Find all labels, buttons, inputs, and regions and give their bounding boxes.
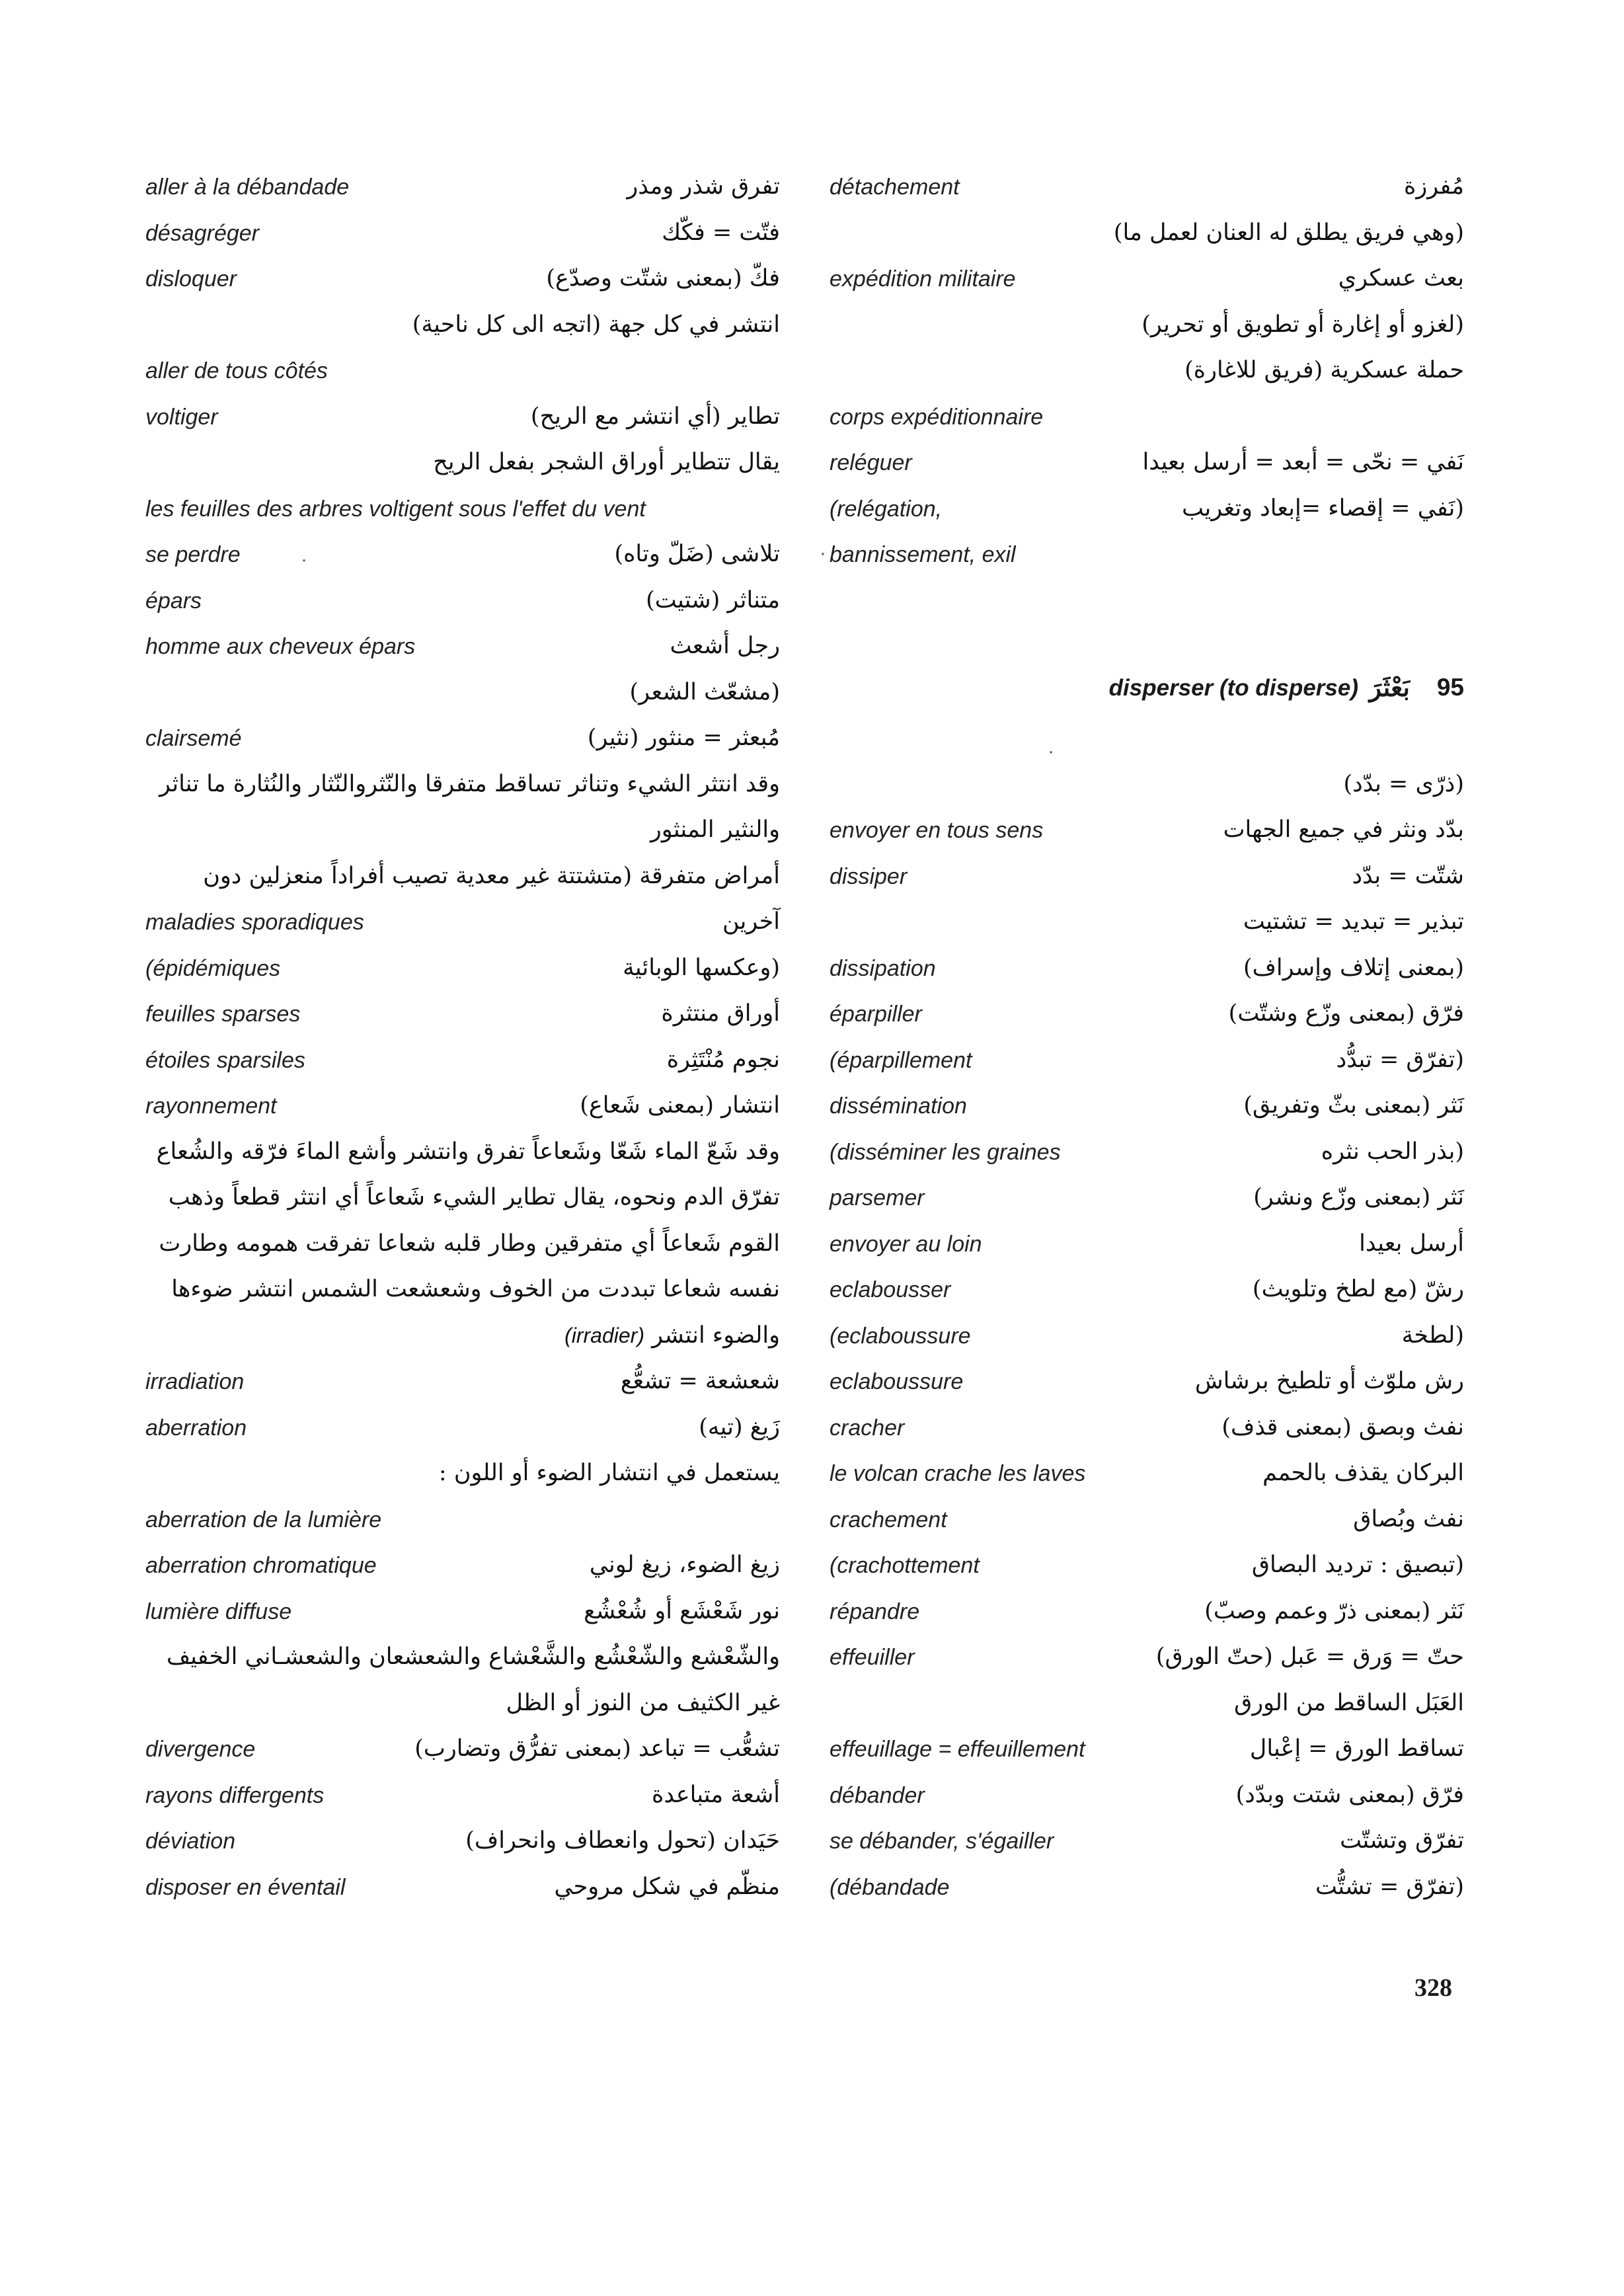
- french-term: maladies sporadiques: [145, 910, 364, 935]
- entry-row: [145, 1177, 780, 1224]
- entry-row: [830, 902, 1464, 948]
- arabic-definition: مُفرزة: [1403, 173, 1464, 200]
- french-term: homme aux cheveux épars: [145, 634, 416, 659]
- arabic-definition: والنثير المنثور: [650, 816, 780, 843]
- entry-row: [830, 350, 1464, 397]
- entry-row: [145, 1545, 780, 1591]
- french-term: se débander, s'égailler: [830, 1829, 1054, 1854]
- entry-row: [830, 1729, 1464, 1775]
- arabic-definition: تفرّق الدم ونحوه، يقال تطاير الشيء شَعاعاً أي انتثر قطعاً وذهب: [168, 1184, 780, 1210]
- entry-row: [830, 626, 1464, 672]
- french-term: (disséminer les graines: [830, 1139, 1061, 1165]
- arabic-definition: (بذر الحب نثره: [1321, 1138, 1464, 1165]
- entry-row: [830, 810, 1464, 856]
- french-term: les feuilles des arbres voltigent sous l'effet du vent: [145, 496, 646, 522]
- arabic-definition: مُبعثر = منثور (نثير): [587, 725, 780, 751]
- entry-row: [830, 1499, 1464, 1546]
- french-term: désagréger: [145, 220, 260, 246]
- arabic-definition: تفرق شذر ومذر: [627, 173, 780, 200]
- arabic-definition: (تفرّق = تشتُّت: [1315, 1873, 1464, 1900]
- french-term: aberration chromatique: [145, 1553, 377, 1578]
- entry-row: [830, 397, 1464, 443]
- arabic-definition: غير الكثيف من النوز أو الظل: [506, 1689, 780, 1716]
- arabic-definition: أشعة متباعدة: [652, 1781, 780, 1808]
- french-term: feuilles sparses: [145, 1002, 301, 1027]
- french-term: (relégation,: [830, 496, 943, 522]
- arabic-definition: بعث عسكري: [1338, 265, 1464, 292]
- entry-row: [830, 1132, 1464, 1178]
- arabic-definition: منظّم في شكل مروحي: [554, 1873, 780, 1900]
- section-french-headword: disperser (to disperse): [1108, 674, 1358, 701]
- french-term: divergence: [145, 1737, 256, 1762]
- arabic-definition: تبذير = تبديد = تشتيت: [1243, 908, 1464, 935]
- entry-row: [830, 1269, 1464, 1316]
- section-arabic-headword: بَعْثَرَ: [1369, 672, 1410, 702]
- arabic-definition: نَثر (بمعنى وزّع ونشر): [1253, 1184, 1464, 1210]
- arabic-definition: فتّت = فكّك: [662, 219, 780, 246]
- arabic-definition: شعشعة = تشعُّع: [620, 1368, 780, 1394]
- french-term: clairsemé: [145, 726, 242, 751]
- entry-row: [145, 672, 780, 719]
- french-term: rayons differgents: [145, 1782, 325, 1808]
- entry-row: [145, 350, 780, 397]
- french-term: aberration: [145, 1415, 247, 1441]
- french-term: rayonnement: [145, 1093, 277, 1119]
- arabic-definition: تشعُّب = تباعد (بمعنى تفرُّق وتضارب): [414, 1735, 780, 1762]
- arabic-definition: تطاير (أي انتشر مع الريح): [530, 403, 780, 430]
- entry-row: [830, 718, 1464, 764]
- entry-row: [145, 1453, 780, 1499]
- arabic-definition: نَفي = نحّى = أبعد = أرسل بعيدا: [1142, 449, 1464, 475]
- inline-french-term: (irradier): [564, 1323, 644, 1347]
- arabic-definition: آخرين: [722, 908, 780, 935]
- right-column: [830, 167, 1464, 1913]
- entry-row: [145, 534, 780, 580]
- entry-row: [145, 1775, 780, 1821]
- entry-row: [145, 213, 780, 259]
- french-term: (eclaboussure: [830, 1323, 971, 1349]
- entry-row: [145, 1086, 780, 1132]
- entry-row: [145, 305, 780, 351]
- arabic-definition: نجوم مُنْتَثِرة: [666, 1046, 780, 1073]
- arabic-definition: القوم شَعاعاً أي متفرقين وطار قلبه شعاعا تفرقت همومه وطارت: [159, 1230, 780, 1257]
- arabic-definition: نور شَعْشَع أو شُعْشُع: [584, 1597, 780, 1624]
- arabic-definition: يستعمل في انتشار الضوء أو اللون :: [438, 1460, 780, 1486]
- french-term: (épidémiques: [145, 955, 281, 981]
- arabic-definition: يقال تتطاير أوراق الشجر بفعل الريح: [433, 449, 780, 475]
- arabic-definition: فرّق (بمعنى شتت وبدّد): [1235, 1781, 1464, 1808]
- arabic-definition: زَيغ (تيه): [699, 1413, 780, 1441]
- french-term: envoyer au loin: [830, 1231, 982, 1257]
- french-term: effeuillage = effeuillement: [830, 1737, 1085, 1762]
- entry-row: [830, 1224, 1464, 1270]
- arabic-definition: أمراض متفرقة (متشتتة غير معدية تصيب أفراداً منعزلين دون: [203, 862, 780, 889]
- french-term: disposer en éventail: [145, 1874, 346, 1900]
- entry-row: [830, 1545, 1464, 1591]
- arabic-definition: متناثر (شتيت): [646, 586, 780, 614]
- entry-row: [830, 258, 1464, 305]
- arabic-definition: البركان يقذف بالحمم: [1262, 1460, 1464, 1486]
- section-heading: [830, 672, 1464, 719]
- arabic-definition: حملة عسكرية (فريق للاغارة): [1184, 357, 1464, 383]
- arabic-definition: (تبصيق : ترديد البصاق: [1251, 1552, 1464, 1578]
- french-term: effeuiller: [830, 1645, 915, 1670]
- arabic-text: والضوء انتشر: [652, 1322, 780, 1349]
- arabic-definition: انتشر في كل جهة (اتجه الى كل ناحية): [412, 311, 780, 338]
- arabic-definition: أرسل بعيدا: [1359, 1230, 1464, 1257]
- arabic-definition: رجل أشعث: [670, 633, 780, 659]
- arabic-definition: وقد انتثر الشيء وتناثر تساقط متفرقا والنّثروالنّثار والنُثارة ما تناثر: [159, 770, 780, 797]
- stray-mark: ·: [301, 549, 307, 571]
- french-term: bannissement, exil: [830, 542, 1016, 567]
- french-term: crachement: [830, 1507, 947, 1532]
- entry-row: [145, 1132, 780, 1178]
- french-term: envoyer en tous sens: [830, 818, 1044, 843]
- french-term: corps expéditionnaire: [830, 404, 1044, 430]
- arabic-definition: شتّت = بدّد: [1352, 862, 1464, 889]
- arabic-definition: (وهي فريق يطلق له العنان لعمل ما): [1113, 219, 1464, 246]
- entry-row: [830, 534, 1464, 580]
- entry-row: [830, 442, 1464, 489]
- entry-row: [830, 1177, 1464, 1224]
- stray-mark: ·: [820, 542, 826, 564]
- entry-row: [145, 1499, 780, 1546]
- entry-row: [145, 626, 780, 672]
- arabic-definition: نفث وبُصاق: [1353, 1505, 1464, 1532]
- arabic-definition: بدّد ونثر في جميع الجهات: [1223, 816, 1464, 843]
- entry-row: [145, 1821, 780, 1867]
- entry-row: [830, 994, 1464, 1040]
- entry-row: [830, 489, 1464, 535]
- entry-row: [830, 1821, 1464, 1867]
- arabic-definition: (لغزو أو إغارة أو تطويق أو تحرير): [1141, 311, 1464, 338]
- french-term: le volcan crache les laves: [830, 1461, 1086, 1486]
- entry-row: [830, 1316, 1464, 1362]
- entry-row: [830, 1867, 1464, 1913]
- entry-row: [830, 1453, 1464, 1499]
- french-term: aller de tous côtés: [145, 358, 328, 383]
- entry-row: [830, 1040, 1464, 1086]
- arabic-definition: نفث وبصق (بمعنى قذف): [1221, 1413, 1464, 1441]
- french-term: aller à la débandade: [145, 175, 350, 200]
- french-term: disloquer: [145, 266, 237, 292]
- french-term: dissipation: [830, 955, 936, 981]
- entry-row: [830, 1591, 1464, 1638]
- french-term: déviation: [145, 1829, 236, 1854]
- section-number: 95: [1436, 673, 1464, 701]
- french-term: éparpiller: [830, 1002, 922, 1027]
- french-term: se perdre: [145, 542, 241, 567]
- arabic-definition: حتّ = وَرق = عَبل (حتّ الورق): [1155, 1643, 1464, 1670]
- entry-row: [145, 902, 780, 948]
- arabic-definition: فرّق (بمعنى وزّع وشتّت): [1228, 1000, 1464, 1027]
- arabic-definition: أوراق منتثرة: [661, 1000, 780, 1027]
- arabic-definition: تفرّق وتشتّت: [1340, 1827, 1464, 1854]
- entry-row: [145, 258, 780, 305]
- entry-row: [830, 167, 1464, 213]
- entry-row: [145, 1269, 780, 1316]
- arabic-definition: [564, 1317, 780, 1354]
- entry-row: [145, 1407, 780, 1454]
- entry-row: [145, 1867, 780, 1913]
- arabic-definition: رش ملوّث أو تلطيخ برشاش: [1194, 1368, 1464, 1394]
- entry-row: [145, 1361, 780, 1407]
- entry-row: [830, 1637, 1464, 1683]
- arabic-definition: تلاشى (ضَلّ وتاه): [614, 541, 780, 567]
- arabic-definition: زيغ الضوء، زيغ لوني: [589, 1552, 780, 1578]
- entry-row: [830, 305, 1464, 351]
- entry-row: [830, 764, 1464, 811]
- entry-row: [830, 1407, 1464, 1454]
- french-term: épars: [145, 588, 202, 614]
- arabic-definition: العَبَل الساقط من الورق: [1234, 1689, 1464, 1716]
- french-term: expédition militaire: [830, 266, 1016, 292]
- french-term: parsemer: [830, 1185, 925, 1210]
- entry-row: [145, 948, 780, 994]
- arabic-definition: حَيَدان (تحول وانعطاف وانحراف): [465, 1827, 780, 1854]
- french-term: (crachottement: [830, 1553, 980, 1578]
- entry-row: [145, 489, 780, 535]
- entry-row: [145, 856, 780, 902]
- arabic-definition: (بمعنى إتلاف وإسراف): [1243, 954, 1464, 981]
- arabic-definition: نفسه شعاعا تبددت من الخوف وشعشعت الشمس انتشر ضوءها: [171, 1276, 780, 1302]
- entry-row: [145, 1591, 780, 1638]
- entry-row: [830, 1361, 1464, 1407]
- arabic-definition: رشّ (مع لطخ وتلويث): [1252, 1276, 1464, 1302]
- entry-row: [145, 764, 780, 811]
- stray-mark: ·: [1048, 740, 1054, 762]
- french-term: étoiles sparsiles: [145, 1047, 305, 1073]
- entry-row: [145, 442, 780, 489]
- french-term: eclabousser: [830, 1277, 951, 1302]
- entry-row: [145, 397, 780, 443]
- french-term: dissiper: [830, 863, 908, 889]
- entry-row: [145, 1040, 780, 1086]
- arabic-definition: (نَفي = إقصاء =إبعاد وتغريب: [1182, 495, 1464, 522]
- arabic-definition: نَثر (بمعنى بثّ وتفريق): [1243, 1092, 1464, 1119]
- french-term: détachement: [830, 175, 960, 200]
- french-term: lumière diffuse: [145, 1599, 292, 1624]
- arabic-definition: وقد شَعّ الماء شَعّا وشَعاعاً تفرق وانتشر وأشع الماءَ فرّقه والشُعاع: [156, 1138, 780, 1165]
- arabic-definition: (وعكسها الوبائية: [623, 954, 780, 981]
- arabic-definition: (تفرّق = تبدُّد: [1336, 1046, 1464, 1073]
- french-term: voltiger: [145, 404, 218, 430]
- entry-row: [145, 580, 780, 627]
- arabic-definition: تساقط الورق = إعْبال: [1249, 1735, 1464, 1762]
- arabic-definition: انتشار (بمعنى شَعاع): [580, 1092, 780, 1119]
- entry-row: [830, 1775, 1464, 1821]
- entry-row: [830, 1683, 1464, 1729]
- french-term: eclaboussure: [830, 1369, 964, 1394]
- arabic-definition: (مشعّث الشعر): [629, 678, 780, 705]
- arabic-definition: (لطخة: [1401, 1322, 1464, 1349]
- entry-row: [145, 1224, 780, 1270]
- french-term: reléguer: [830, 450, 912, 475]
- french-term: débander: [830, 1782, 925, 1808]
- french-term: (éparpillement: [830, 1047, 972, 1073]
- french-term: dissémination: [830, 1093, 967, 1119]
- arabic-definition: فكّ (بمعنى شتّت وصدّع): [546, 265, 780, 292]
- french-term: irradiation: [145, 1369, 245, 1394]
- arabic-definition: والشّعْشع والشّعْشُع والشَّعْشاع والشعشعان والشعشـاني الخفيف: [166, 1643, 780, 1670]
- arabic-definition: (ذرّى = بدّد): [1343, 770, 1464, 797]
- entry-row: [145, 1729, 780, 1775]
- arabic-definition: نَثر (بمعنى ذرّ وعمم وصبّ): [1204, 1597, 1464, 1624]
- french-term: cracher: [830, 1415, 905, 1441]
- entry-row: [145, 994, 780, 1040]
- french-term: répandre: [830, 1599, 920, 1624]
- entry-row: [145, 1637, 780, 1683]
- entry-row: [830, 1086, 1464, 1132]
- left-column: [145, 167, 780, 1913]
- page-number: 328: [1414, 1974, 1452, 2002]
- french-term: aberration de la lumière: [145, 1507, 382, 1532]
- entry-row: [145, 1683, 780, 1729]
- entry-row: [145, 718, 780, 764]
- entry-row: [830, 856, 1464, 902]
- french-term: (débandade: [830, 1874, 950, 1900]
- entry-row: [145, 810, 780, 856]
- entry-row: [145, 1316, 780, 1362]
- entry-row: [830, 580, 1464, 627]
- entry-row: [830, 213, 1464, 259]
- entry-row: [145, 167, 780, 213]
- entry-row: [830, 948, 1464, 994]
